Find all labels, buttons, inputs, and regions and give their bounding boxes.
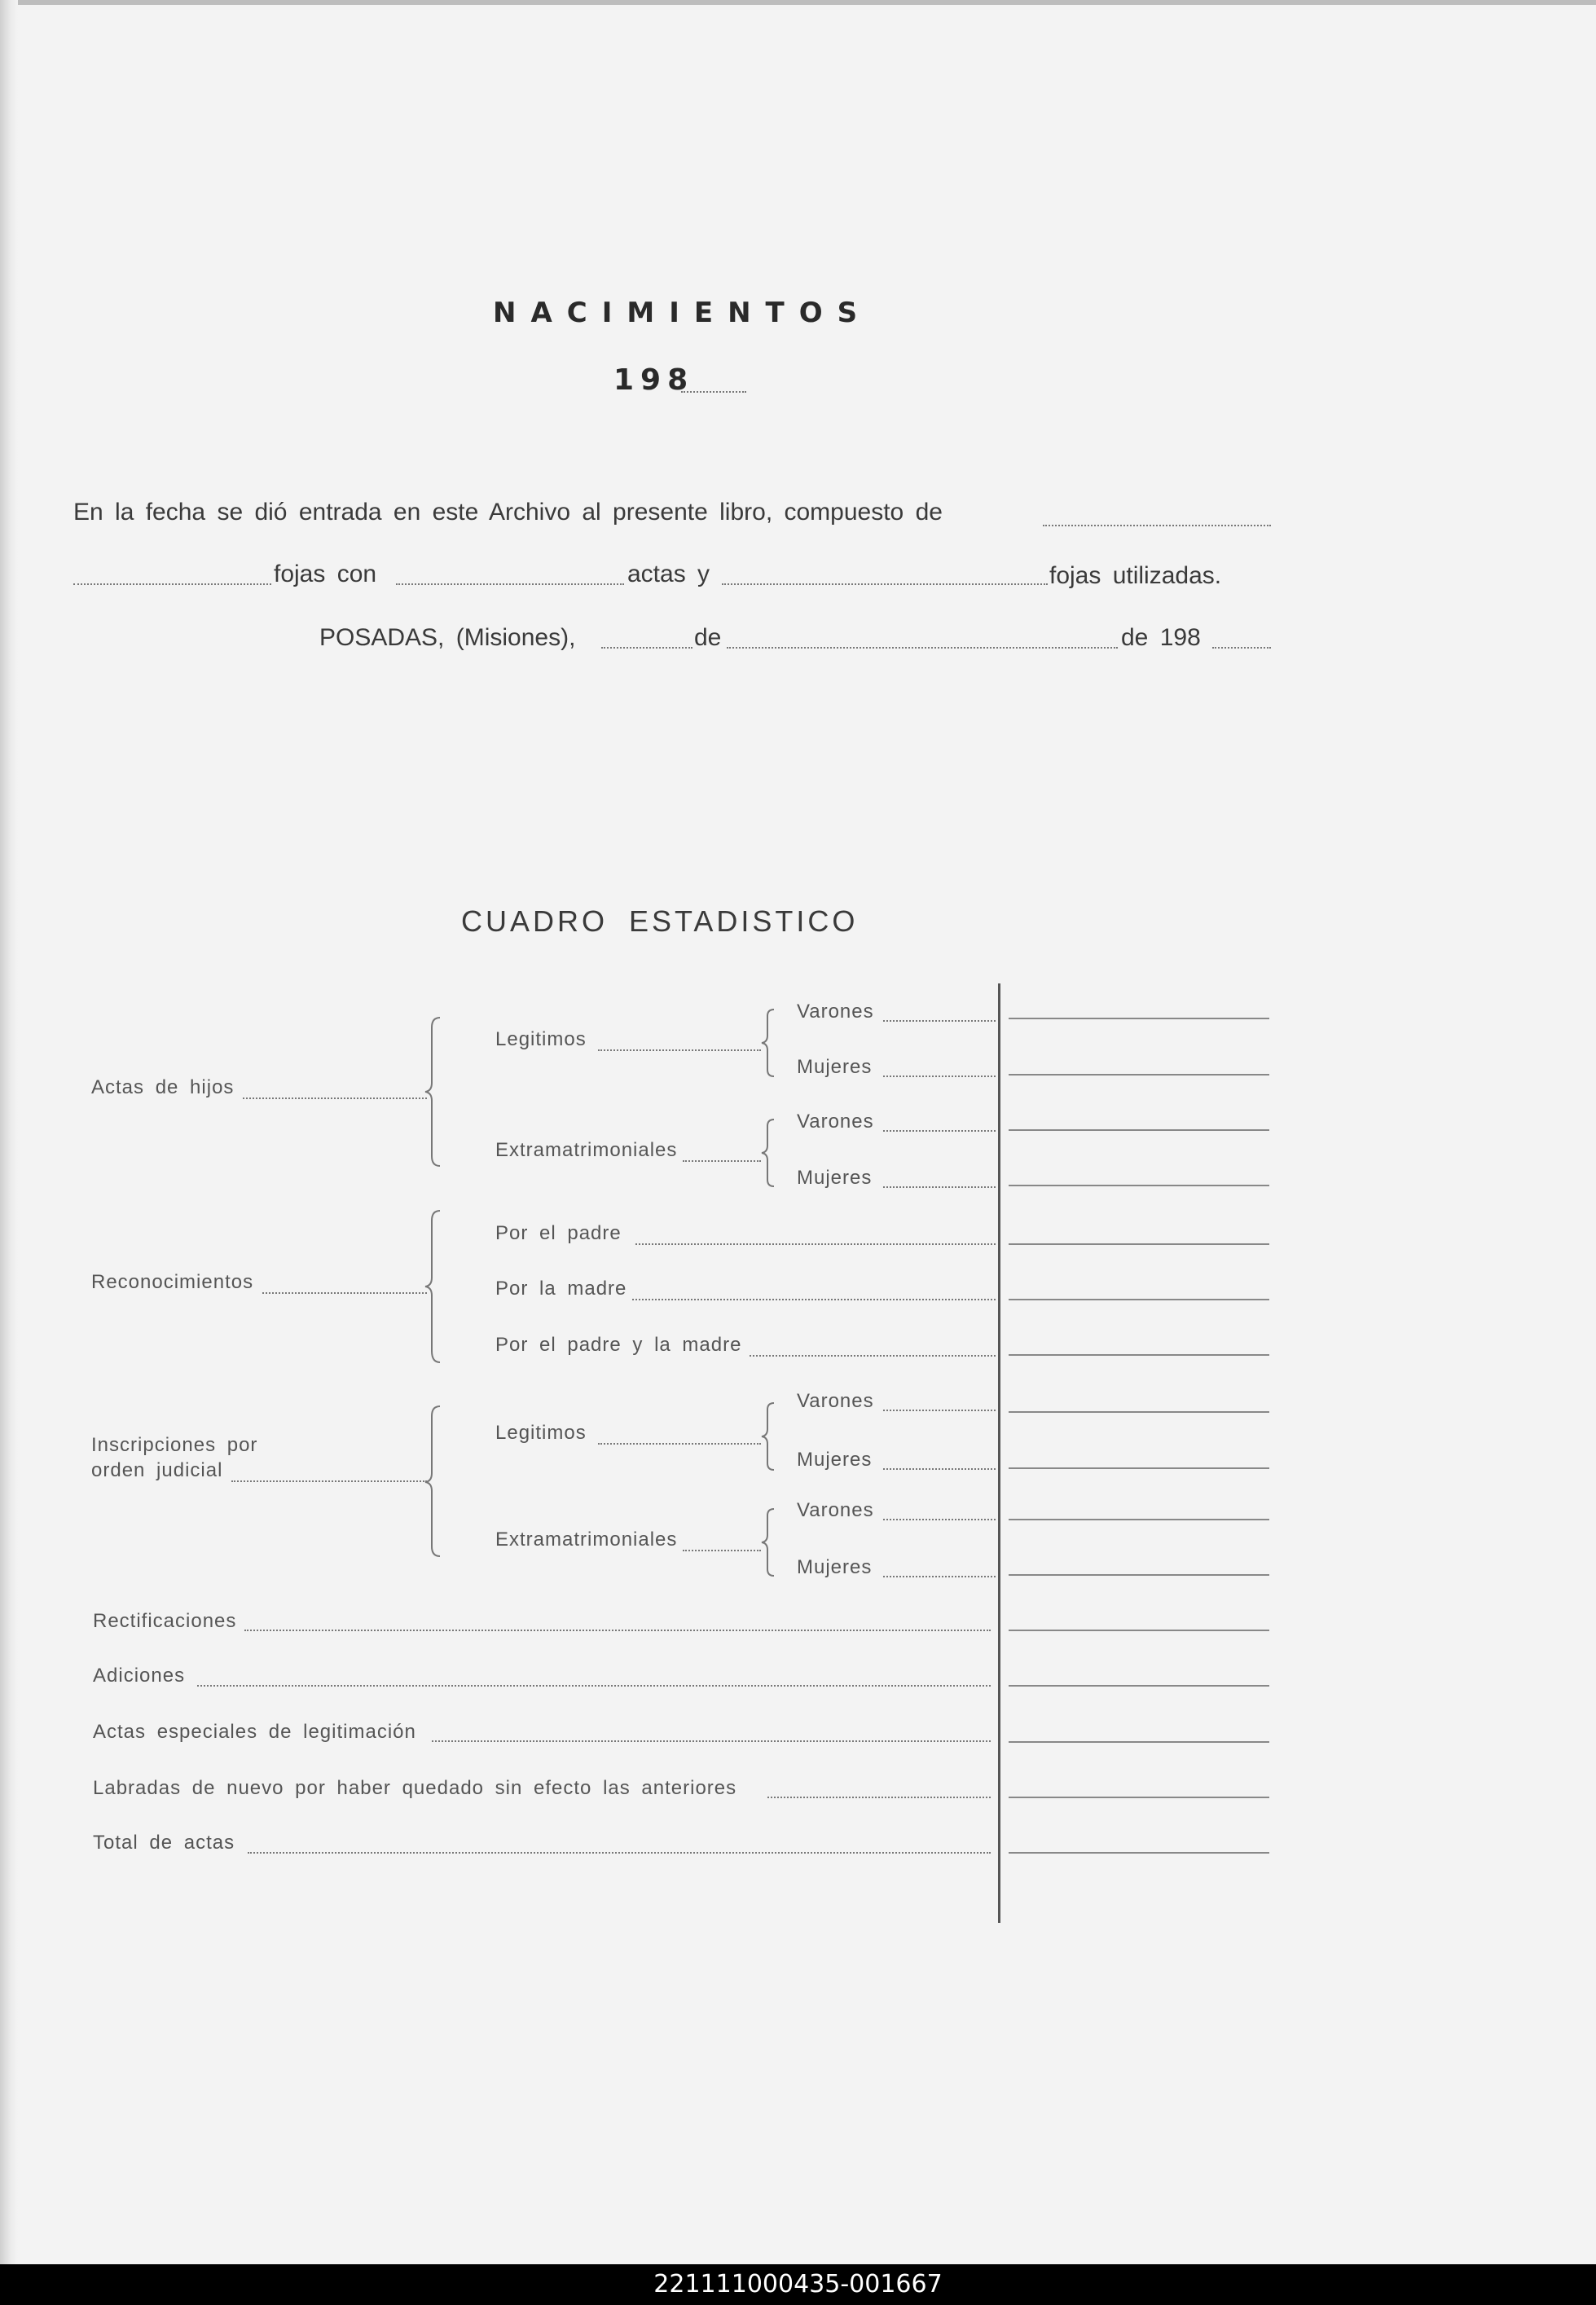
inscripciones-legitimos-mujeres-value [1009, 1467, 1269, 1469]
label-de: de [694, 624, 722, 651]
inscripciones-legitimos-brace [759, 1400, 779, 1473]
label-fojas-con: fojas con [274, 561, 377, 587]
actas-hijos-leader [243, 1098, 427, 1099]
inscripciones-legitimos-mujeres-leader [883, 1468, 996, 1470]
actas-hijos-brace [422, 1014, 446, 1169]
year-blank [681, 391, 746, 393]
blank-actas [396, 583, 624, 585]
blank-dia [601, 647, 692, 649]
inscripciones-legitimos-varones-leader [883, 1410, 996, 1411]
actas-legitimos-varones-value [1009, 1018, 1269, 1019]
total-actas-leader [248, 1852, 991, 1854]
scan-id-text: 221111000435-001667 [653, 2270, 943, 2298]
inscripciones-label-1: Inscripciones por [91, 1434, 258, 1456]
blank-compuesto-de [1043, 525, 1271, 526]
blank-mes [727, 647, 1118, 649]
blank-anio [1212, 647, 1271, 649]
actas-hijos-label: Actas de hijos [91, 1076, 235, 1098]
actas-especiales-leader [432, 1740, 991, 1742]
scan-id-bar [0, 2264, 1596, 2305]
actas-extra-varones-leader [883, 1130, 996, 1132]
inscripciones-extra-mujeres-label: Mujeres [797, 1556, 873, 1578]
inscripciones-leader [231, 1480, 427, 1482]
label-posadas: POSADAS, (Misiones), [319, 624, 576, 651]
labradas-leader [767, 1797, 991, 1798]
inscripciones-legitimos-varones-label: Varones [797, 1390, 874, 1412]
reconocimiento-ambos-label: Por el padre y la madre [495, 1334, 742, 1356]
labradas-label: Labradas de nuevo por haber quedado sin efecto las anteriores [93, 1777, 737, 1799]
actas-legitimos-varones-leader [883, 1020, 996, 1022]
scan-left-edge [0, 0, 18, 2264]
blank-fojas-utilizadas [722, 583, 1048, 585]
inscripciones-legitimos-leader [598, 1443, 761, 1445]
reconocimiento-padre-label: Por el padre [495, 1222, 622, 1244]
adiciones-value [1009, 1685, 1269, 1687]
cuadro-title: CUADRO ESTADISTICO [461, 904, 859, 938]
actas-legitimos-label: Legitimos [495, 1028, 587, 1050]
actas-especiales-label: Actas especiales de legitimación [93, 1721, 416, 1743]
inscripciones-extramatrimoniales-label: Extramatrimoniales [495, 1529, 678, 1551]
actas-extra-mujeres-value [1009, 1185, 1269, 1186]
total-actas-label: Total de actas [93, 1832, 235, 1854]
reconocimiento-madre-label: Por la madre [495, 1278, 627, 1300]
reconocimiento-ambos-leader [750, 1355, 996, 1357]
year-label: 198 [613, 363, 695, 397]
reconocimiento-madre-value [1009, 1299, 1269, 1300]
column-divider [998, 983, 1000, 1923]
reconocimiento-padre-value [1009, 1243, 1269, 1245]
actas-legitimos-leader [598, 1049, 761, 1051]
labradas-value [1009, 1797, 1269, 1798]
reconocimientos-leader [262, 1292, 427, 1294]
actas-extramatrimoniales-brace [759, 1116, 779, 1190]
actas-extra-mujeres-label: Mujeres [797, 1167, 873, 1189]
adiciones-leader [197, 1685, 991, 1687]
reconocimiento-padre-leader [635, 1243, 996, 1245]
inscripciones-extramatrimoniales-leader [683, 1550, 761, 1551]
inscripciones-label-2: orden judicial [91, 1459, 223, 1481]
inscripciones-extra-mujeres-value [1009, 1574, 1269, 1576]
actas-legitimos-varones-label: Varones [797, 1001, 874, 1023]
inscripciones-extra-mujeres-leader [883, 1576, 996, 1577]
page-title: NACIMIENTOS [493, 297, 873, 329]
intro-line-1: En la fecha se dió entrada en este Archivo al presente libro, compuesto de [73, 499, 943, 526]
actas-extra-varones-label: Varones [797, 1111, 874, 1133]
label-actas-y: actas y [627, 561, 710, 587]
scan-top-edge [0, 0, 1596, 5]
label-de-198: de 198 [1121, 624, 1201, 651]
reconocimiento-madre-leader [632, 1299, 996, 1300]
reconocimiento-ambos-value [1009, 1354, 1269, 1356]
rectificaciones-value [1009, 1630, 1269, 1631]
rectificaciones-label: Rectificaciones [93, 1610, 237, 1632]
reconocimientos-label: Reconocimientos [91, 1271, 254, 1293]
actas-extramatrimoniales-label: Extramatrimoniales [495, 1139, 678, 1161]
reconocimientos-brace [422, 1207, 446, 1366]
adiciones-label: Adiciones [93, 1665, 186, 1687]
inscripciones-legitimos-label: Legitimos [495, 1422, 587, 1444]
inscripciones-legitimos-varones-value [1009, 1411, 1269, 1413]
actas-legitimos-mujeres-label: Mujeres [797, 1056, 873, 1078]
actas-extra-varones-value [1009, 1129, 1269, 1131]
actas-legitimos-mujeres-value [1009, 1074, 1269, 1076]
actas-legitimos-mujeres-leader [883, 1076, 996, 1077]
inscripciones-legitimos-mujeres-label: Mujeres [797, 1449, 873, 1471]
inscripciones-extramatrimoniales-brace [759, 1506, 779, 1579]
inscripciones-extra-varones-value [1009, 1519, 1269, 1520]
actas-extra-mujeres-leader [883, 1186, 996, 1188]
total-actas-value [1009, 1852, 1269, 1854]
inscripciones-brace [422, 1403, 446, 1559]
blank-fojas [73, 583, 271, 585]
actas-extramatrimoniales-leader [683, 1160, 761, 1162]
inscripciones-extra-varones-label: Varones [797, 1499, 874, 1521]
rectificaciones-leader [244, 1630, 991, 1631]
actas-especiales-value [1009, 1741, 1269, 1743]
actas-legitimos-brace [759, 1006, 779, 1080]
inscripciones-extra-varones-leader [883, 1519, 996, 1520]
label-fojas-utilizadas: fojas utilizadas. [1049, 562, 1222, 589]
